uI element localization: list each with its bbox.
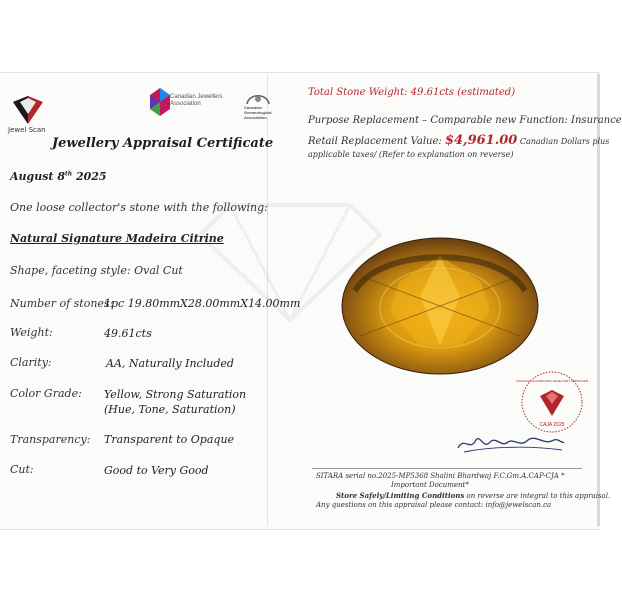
shape-line: Shape, faceting style: Oval Cut [10, 264, 183, 277]
svg-text:CANADIAN ACCREDITED JEWELLERY: CANADIAN ACCREDITED JEWELLERY APPRAISER [515, 379, 589, 383]
retail-amount: $4,961.00 [444, 133, 518, 148]
row-value-cut: Good to Very Good [104, 464, 209, 477]
jewel-scan-logo-icon [8, 96, 48, 126]
appraiser-signature [454, 430, 566, 456]
total-stone-weight: Total Stone Weight: 49.61cts (estimated) [308, 87, 516, 98]
footer-important: Important Document* [391, 481, 469, 489]
cja-label: Canadian Jewellers Association [170, 94, 223, 107]
footer-serial: SITARA serial no.2025-MP5368 Shalini Bhardwaj F.C.Gm.A.CAP-CJA * [316, 472, 565, 480]
row-value-color-note: (Hue, Tone, Saturation) [104, 403, 236, 416]
cga-label: Canadian Gemmological Association [244, 105, 272, 120]
row-label-stones: Number of stones: [10, 297, 114, 310]
row-value-clarity: AA, Naturally Included [106, 357, 234, 370]
intro-text: One loose collector's stone with the following: [10, 201, 268, 214]
row-value-transparency: Transparent to Opaque [104, 433, 235, 446]
row-label-color: Color Grade: [10, 387, 82, 400]
footer-conditions: Store Safely/Limiting Conditions on reverse are integral to this appraisal. [336, 491, 611, 500]
row-value-color: Yellow, Strong Saturation [104, 388, 247, 401]
cga-logo-icon [244, 90, 272, 106]
row-value-weight: 49.61cts [104, 327, 152, 340]
certificate-date: August 8th 2025 [10, 170, 107, 183]
footer-contact: Any questions on this appraisal please contact: info@jewelscan.ca [316, 501, 552, 509]
cja-logo-icon [150, 88, 170, 116]
caja-seal-icon [515, 370, 589, 434]
certificate-title: Jewellery Appraisal Certificate [52, 136, 274, 151]
purpose-line: Purpose Replacement – Comparable new Function: Insurance [308, 115, 622, 126]
row-label-weight: Weight: [10, 326, 53, 339]
row-label-transparency: Transparency: [10, 433, 91, 446]
signature-line [312, 468, 582, 469]
jewel-scan-label: Jewel Scan [8, 126, 46, 134]
row-value-stones: 1pc 19.80mmX28.00mmX14.00mm [104, 297, 301, 310]
row-label-cut: Cut: [10, 463, 34, 476]
row-label-clarity: Clarity: [10, 356, 52, 369]
citrine-gem-image [340, 236, 540, 376]
stone-name: Natural Signature Madeira Citrine [10, 232, 224, 245]
svg-text:CAJA 2025: CAJA 2025 [539, 422, 565, 428]
taxes-line: applicable taxes/ (Refer to explanation on reverse) [308, 150, 514, 159]
retail-value-line: Retail Replacement Value: $4,961.00 Canadian Dollars plus [308, 133, 610, 148]
